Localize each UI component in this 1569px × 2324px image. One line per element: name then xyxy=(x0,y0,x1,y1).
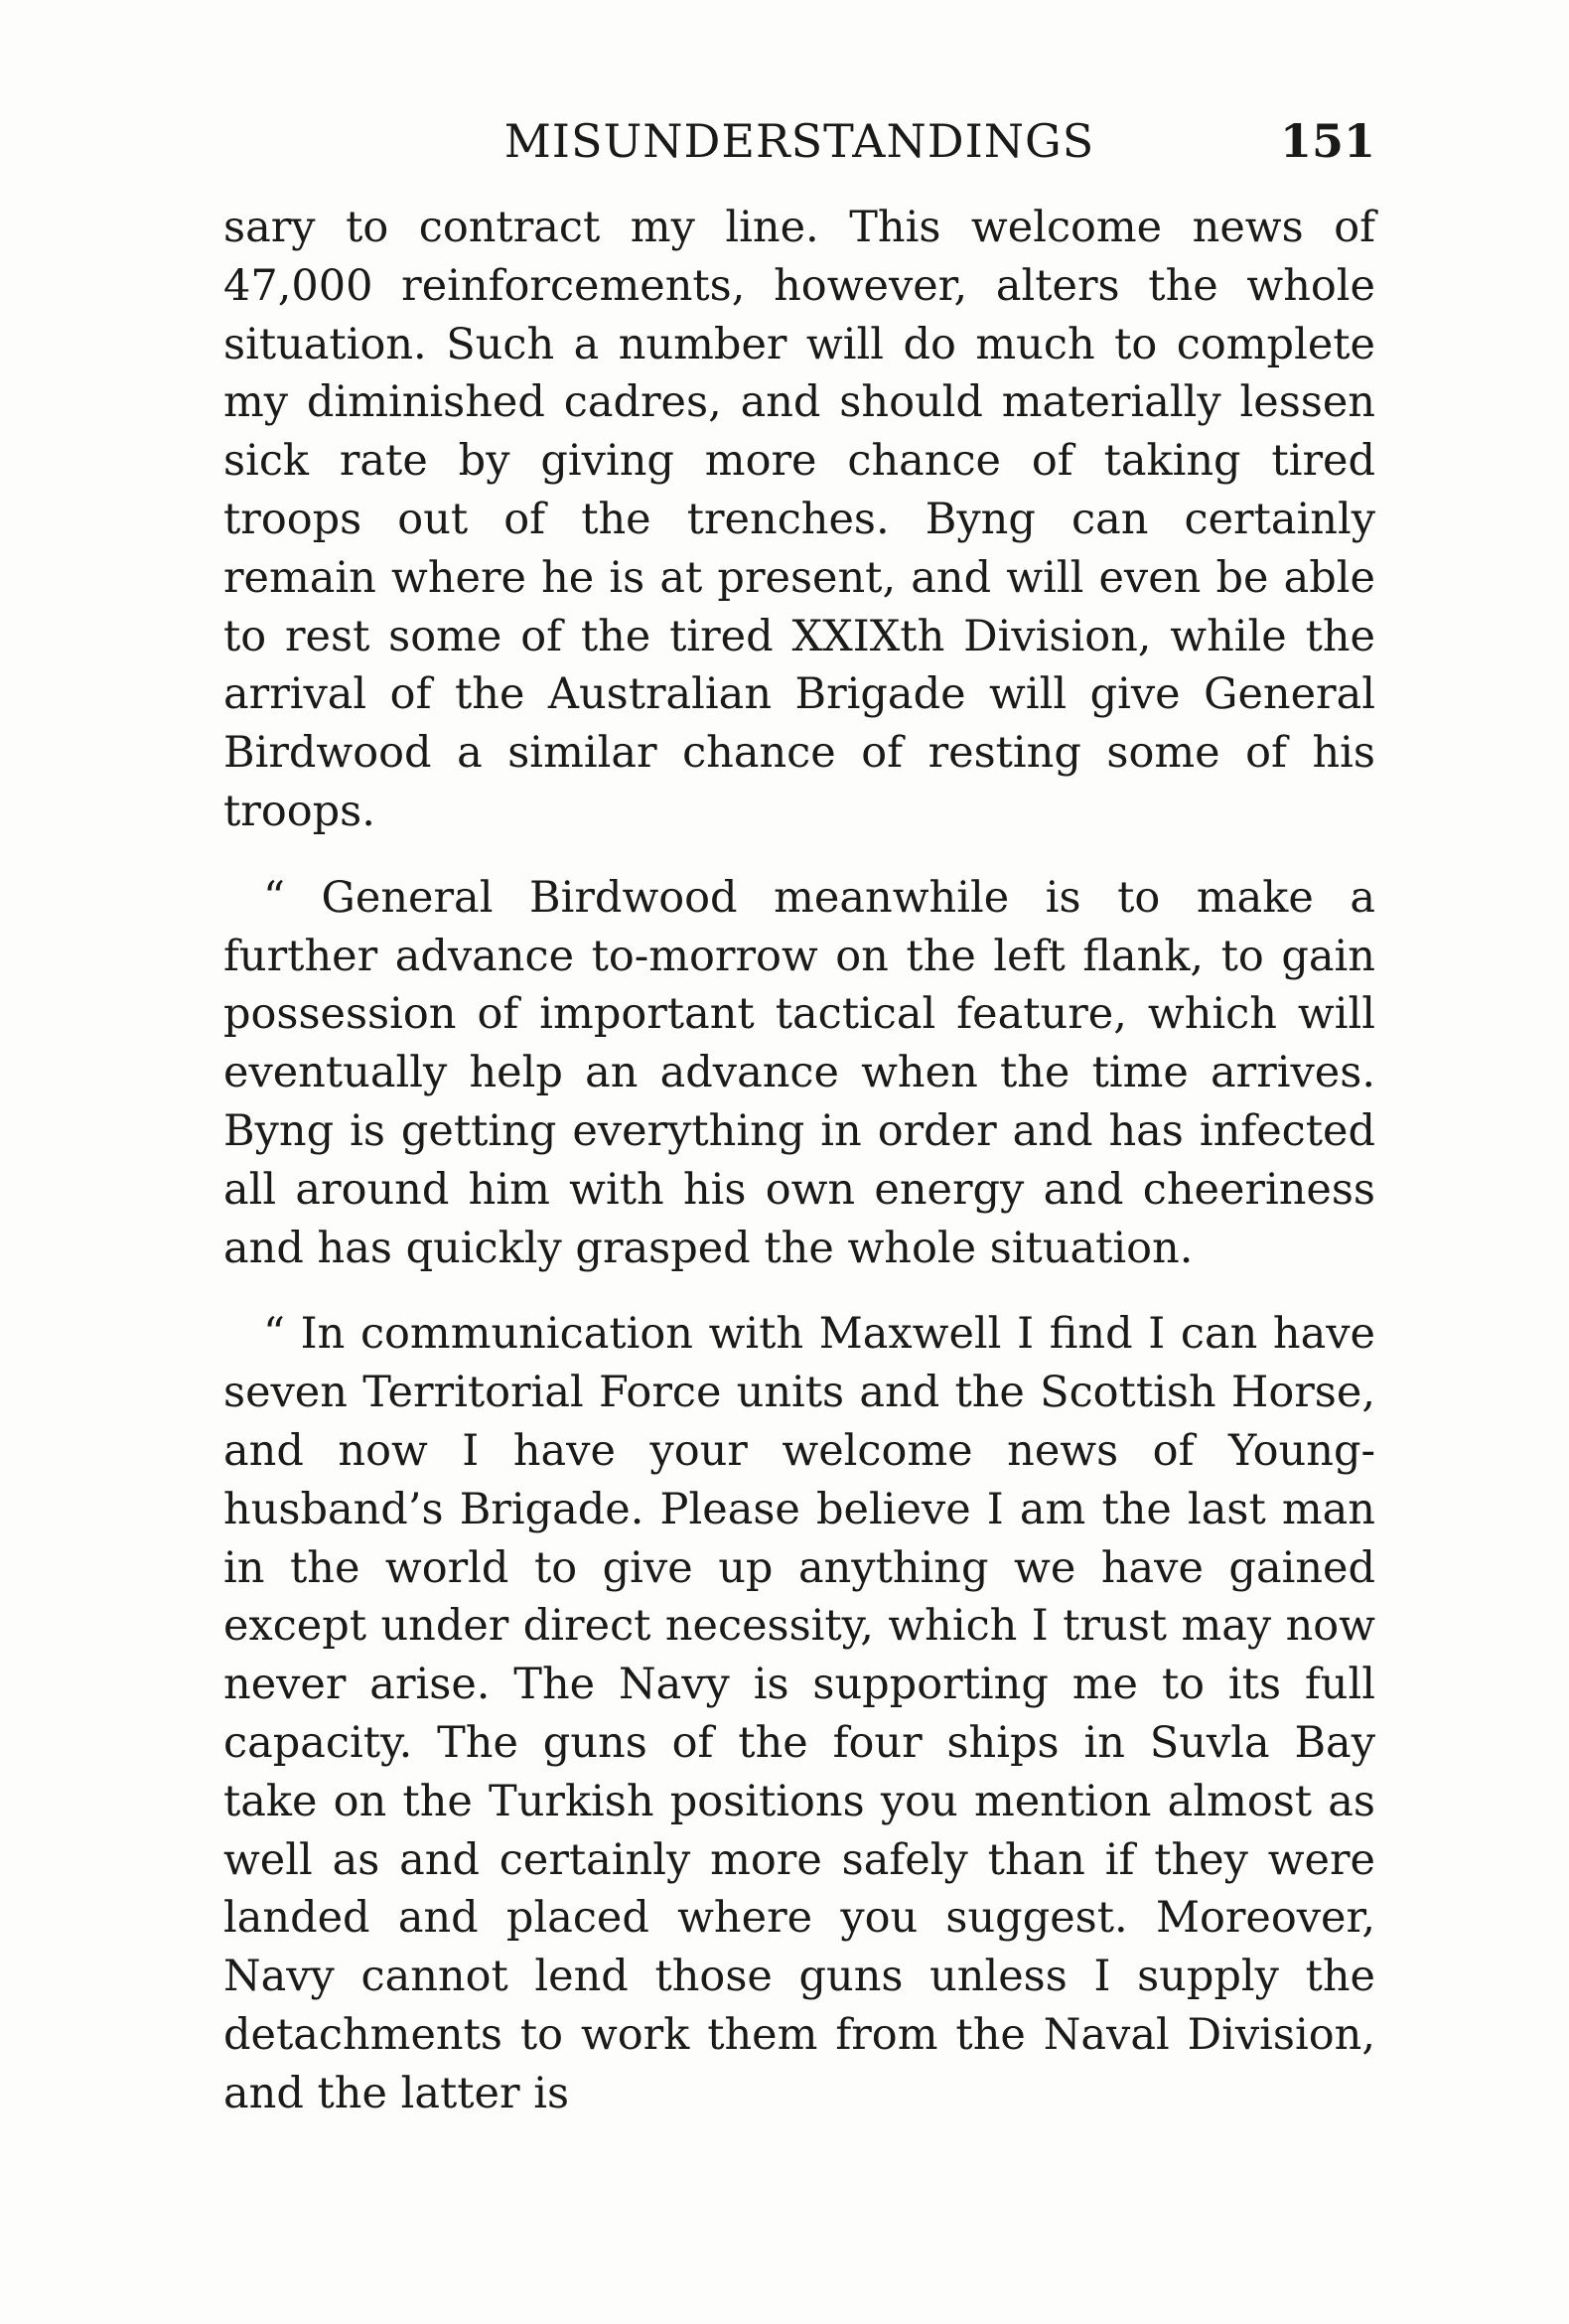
paragraph: “ In communication with Maxwell I find I can have seven Territorial Force units and the Scottish Horse, and now I have your welcome news of Young-husband’s Brigade. Please believe I am the last man in the world to give up anything we have gained except under direct necessity, which I trust may now never arise. The Navy is supporting me to its full capacity. The guns of the four ships in Suvla Bay take on the Turkish positions you mention almost as well as and certainly more safely than if they were landed and placed where you suggest. Moreover, Navy cannot lend those guns unless I supply the detachments to work them from the Naval Division, and the latter is xyxy=(223,1309,1375,2118)
page-header xyxy=(223,111,1375,171)
paragraph: “ General Birdwood meanwhile is to make a further advance to-morrow on the left flank, to gain possession of important tactical feature, which will eventually help an advance when the time arrives. Byng is getting everything in order and has infected all around him with his own energy and cheeriness and has quickly grasped the whole situation. xyxy=(223,872,1375,1273)
page-number: 151 xyxy=(1279,114,1375,168)
running-head: MISUNDERSTANDINGS xyxy=(503,114,1095,168)
paragraph: sary to contract my line. This welcome news of 47,000 reinforcements, however, alters the whole situation. Such a number will do much to complete my diminished cadres, and should materially lessen sick rate by giving more chance of taking tired troops out of the trenches. Byng can certainly remain where he is at present, and will even be able to rest some of the tired XXIXth Division, while the arrival of the Australian Brigade will give General Birdwood a similar chance of resting some of his troops. xyxy=(223,203,1375,836)
body-text xyxy=(223,199,1375,2123)
